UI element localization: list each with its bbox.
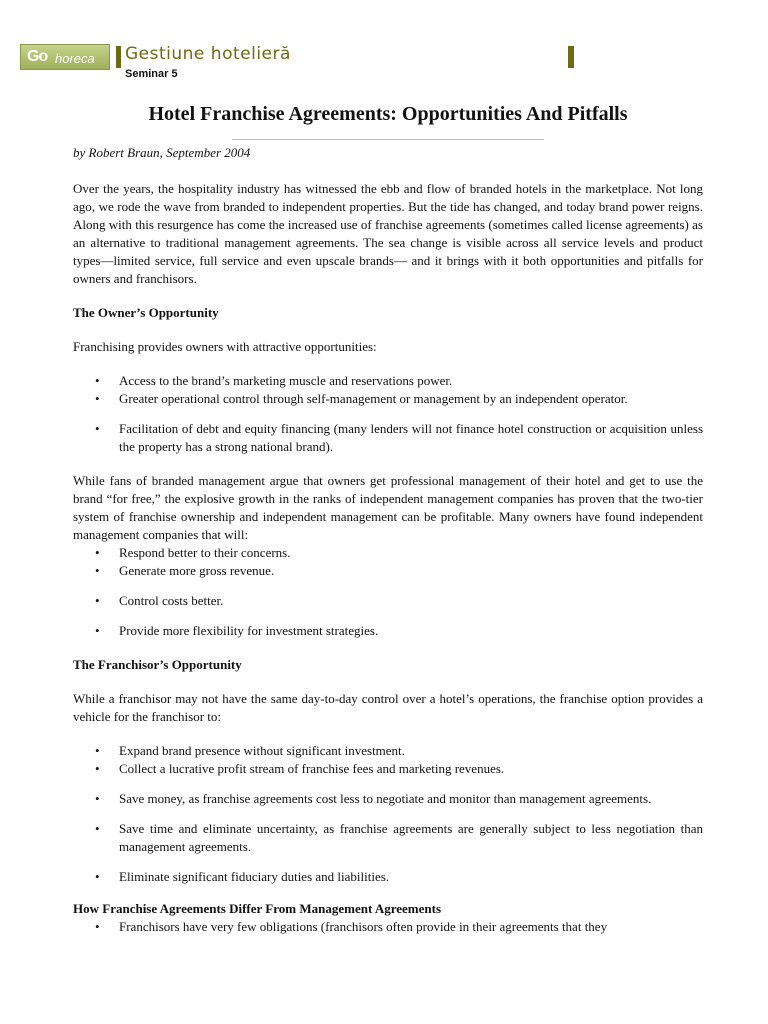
list-item: • Greater operational control through self-management or management by an independent operator.: [73, 390, 703, 408]
list-item: • Facilitation of debt and equity financing (many lenders will not finance hotel construction or acquisition unless the property has a strong national brand).: [73, 420, 703, 456]
header-bar-right: [568, 46, 574, 68]
article-body: [73, 100, 703, 936]
header-bar-left: [116, 46, 121, 68]
intro-paragraph: Over the years, the hospitality industry has witnessed the ebb and flow of branded hotels in the marketplace. Not long ago, we rode the wave from branded to independent properties. But the tide has changed, and today brand power reigns. Along with this resurgence has come the increased use of franchise agreements (sometimes called license agreements) as an alternative to traditional management agreements. The sea change is visible across all service levels and product types—limited service, full service and even upscale brands— and it brings with it both opportunities and pitfalls for owners and franchisors.: [73, 181, 703, 286]
horeca-logo: [20, 44, 110, 70]
mgmt-list: [73, 544, 703, 640]
differ-heading: How Franchise Agreements Differ From Management Agreements: [73, 901, 442, 916]
byline: by Robert Braun, September 2004: [73, 145, 251, 160]
list-item: • Control costs better.: [73, 592, 703, 610]
owner-lead: Franchising provides owners with attractive opportunities:: [73, 339, 377, 354]
franchisor-list: [73, 742, 703, 886]
differ-list: [73, 918, 703, 936]
page-title: Hotel Franchise Agreements: Opportunities And Pitfalls: [148, 103, 628, 125]
owner-heading: The Owner’s Opportunity: [73, 305, 219, 320]
logo-word: horeca: [55, 51, 95, 66]
title-divider: [232, 139, 544, 140]
document-header: [20, 42, 760, 87]
logo-mark: Go: [27, 48, 48, 65]
list-item: • Generate more gross revenue.: [73, 562, 703, 580]
franchisor-lead: While a franchisor may not have the same day-to-day control over a hotel’s operations, the franchise option provides a vehicle for the franchisor to:: [73, 691, 703, 724]
fans-paragraph: While fans of branded management argue that owners get professional management of their hotel and get to use the brand “for free,” the explosive growth in the ranks of independent management companies has proven that the two-tier system of franchise ownership and independent management can be profitable. Many owners have found independent management companies that will:: [73, 473, 703, 542]
header-brand: Gestiune hotelieră: [125, 44, 291, 64]
list-item: • Save money, as franchise agreements cost less to negotiate and monitor than management agreements.: [73, 790, 703, 808]
list-item: • Save time and eliminate uncertainty, as franchise agreements are generally subject to less negotiation than management agreements.: [73, 820, 703, 856]
list-item: • Provide more flexibility for investment strategies.: [73, 622, 703, 640]
header-seminar: Seminar 5: [125, 68, 178, 80]
list-item: • Respond better to their concerns.: [73, 544, 703, 562]
owner-list: [73, 372, 703, 456]
list-item: • Collect a lucrative profit stream of franchise fees and marketing revenues.: [73, 760, 703, 778]
list-item: • Franchisors have very few obligations (franchisors often provide in their agreements that they: [73, 918, 703, 936]
list-item: • Eliminate significant fiduciary duties and liabilities.: [73, 868, 703, 886]
franchisor-heading: The Franchisor’s Opportunity: [73, 657, 242, 672]
list-item: • Expand brand presence without significant investment.: [73, 742, 703, 760]
list-item: • Access to the brand’s marketing muscle and reservations power.: [73, 372, 703, 390]
